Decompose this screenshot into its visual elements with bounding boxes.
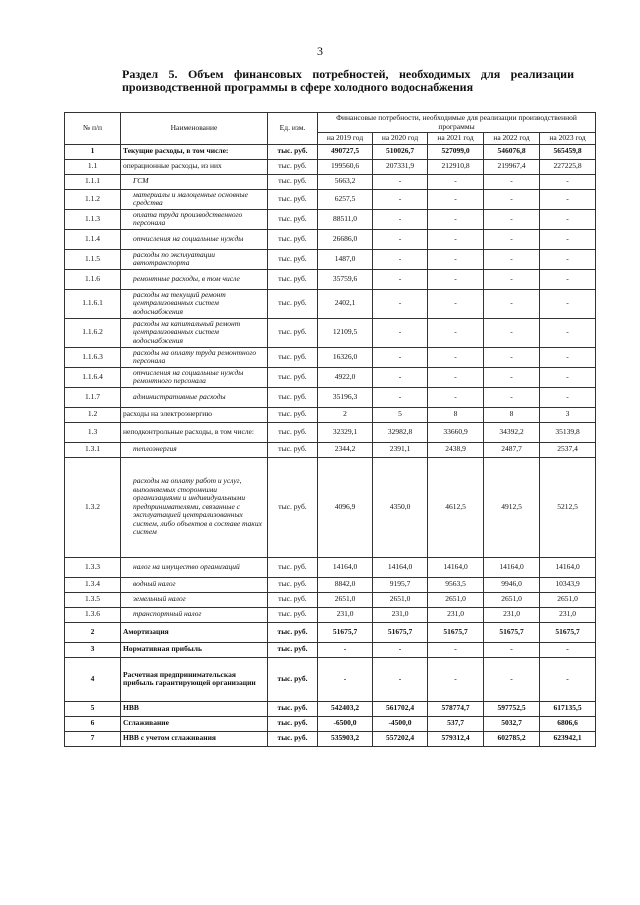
table-row (65, 407, 596, 422)
row-value: - (373, 189, 428, 209)
row-value: 5212,5 (540, 457, 596, 557)
row-value: 35139,8 (540, 422, 596, 442)
row-unit: тыс. руб. (268, 557, 318, 577)
header-unit: Ед. изм. (268, 113, 318, 145)
table-row (65, 557, 596, 577)
row-value: - (373, 209, 428, 229)
row-value: - (428, 347, 484, 367)
row-value: 51675,7 (484, 622, 540, 642)
row-value: - (540, 249, 596, 269)
row-value: 557202,4 (373, 731, 428, 746)
row-value: 623942,1 (540, 731, 596, 746)
row-value: 510026,7 (373, 144, 428, 159)
table-row (65, 622, 596, 642)
table-row (65, 422, 596, 442)
row-name: оплата труда производственного персонала (121, 209, 268, 229)
row-value: 231,0 (540, 607, 596, 622)
table-row (65, 716, 596, 731)
header-year: на 2021 год (428, 133, 484, 145)
row-number: 1.3.6 (65, 607, 121, 622)
row-unit: тыс. руб. (268, 249, 318, 269)
row-value: 2651,0 (540, 592, 596, 607)
row-value: - (373, 289, 428, 318)
row-unit: тыс. руб. (268, 442, 318, 457)
row-value: 578774,7 (428, 701, 484, 716)
row-value: - (484, 387, 540, 407)
row-value: 4096,9 (318, 457, 373, 557)
row-name: расходы на текущий ремонт централизованных систем водоснабжения (121, 289, 268, 318)
row-value: 1487,0 (318, 249, 373, 269)
row-value: 542403,2 (318, 701, 373, 716)
table-row (65, 731, 596, 746)
row-value: - (373, 347, 428, 367)
row-value: 207331,9 (373, 159, 428, 174)
row-value: - (484, 209, 540, 229)
page-number: 3 (317, 44, 323, 58)
row-name: расходы по эксплуатации автотранспорта (121, 249, 268, 269)
table-row (65, 642, 596, 657)
row-value: 617135,5 (540, 701, 596, 716)
row-name: неподконтрольные расходы, в том числе: (121, 422, 268, 442)
row-value: - (484, 289, 540, 318)
row-name: отчисления на социальные нужды ремонтного персонала (121, 367, 268, 387)
row-value: 6257,5 (318, 189, 373, 209)
row-value: 2651,0 (318, 592, 373, 607)
row-value: 2402,1 (318, 289, 373, 318)
financial-needs-table (64, 112, 596, 747)
row-value: 597752,5 (484, 701, 540, 716)
row-value: - (540, 367, 596, 387)
row-number: 1.3 (65, 422, 121, 442)
row-name: Расчетная предпринимательская прибыль гарантирующей организации (121, 657, 268, 701)
table-row (65, 442, 596, 457)
row-unit: тыс. руб. (268, 289, 318, 318)
row-value: - (484, 249, 540, 269)
table-row (65, 387, 596, 407)
table-row (65, 347, 596, 367)
row-number: 1.1.5 (65, 249, 121, 269)
header-year: на 2020 год (373, 133, 428, 145)
row-value: - (484, 367, 540, 387)
row-unit: тыс. руб. (268, 592, 318, 607)
section-heading: Раздел 5. Объем финансовых потребностей, необходимых для реализации производственной программы в сфере холодного водоснабжения (122, 67, 574, 94)
row-value: 565459,8 (540, 144, 596, 159)
row-unit: тыс. руб. (268, 318, 318, 347)
row-unit: тыс. руб. (268, 387, 318, 407)
row-value: 9195,7 (373, 577, 428, 592)
row-name: расходы на капитальный ремонт централизованных систем водоснабжения (121, 318, 268, 347)
row-value: - (484, 269, 540, 289)
row-value: 5032,7 (484, 716, 540, 731)
row-unit: тыс. руб. (268, 159, 318, 174)
row-value: 231,0 (318, 607, 373, 622)
row-number: 1.1.6.4 (65, 367, 121, 387)
row-value: 2651,0 (373, 592, 428, 607)
row-value: - (540, 347, 596, 367)
row-number: 4 (65, 657, 121, 701)
row-value: - (373, 318, 428, 347)
row-name: земельный налог (121, 592, 268, 607)
row-value: - (373, 367, 428, 387)
row-value: 2537,4 (540, 442, 596, 457)
row-value: 2651,0 (428, 592, 484, 607)
row-value: 8 (484, 407, 540, 422)
row-value: 51675,7 (318, 622, 373, 642)
row-unit: тыс. руб. (268, 189, 318, 209)
header-num: № п/п (65, 113, 121, 145)
table-row (65, 189, 596, 209)
row-number: 1.1.6.2 (65, 318, 121, 347)
row-value: 8 (428, 407, 484, 422)
row-value: - (373, 249, 428, 269)
row-value: - (484, 657, 540, 701)
row-value: 9946,0 (484, 577, 540, 592)
row-value: 5 (373, 407, 428, 422)
row-value: - (540, 318, 596, 347)
row-value: - (428, 367, 484, 387)
table-row (65, 269, 596, 289)
row-name: Сглаживание (121, 716, 268, 731)
row-value: 4612,5 (428, 457, 484, 557)
table-row (65, 174, 596, 189)
row-unit: тыс. руб. (268, 622, 318, 642)
table-row (65, 249, 596, 269)
row-value: 51675,7 (540, 622, 596, 642)
row-value: 12109,5 (318, 318, 373, 347)
row-value: - (484, 189, 540, 209)
row-value: 2651,0 (484, 592, 540, 607)
row-value: - (428, 657, 484, 701)
row-value: - (373, 269, 428, 289)
row-value: 14164,0 (484, 557, 540, 577)
row-name: расходы на оплату труда ремонтного персонала (121, 347, 268, 367)
row-unit: тыс. руб. (268, 457, 318, 557)
row-value: - (484, 642, 540, 657)
table-row (65, 229, 596, 249)
row-value: 2 (318, 407, 373, 422)
row-name: транспортный налог (121, 607, 268, 622)
row-value: - (373, 229, 428, 249)
row-value: 10343,9 (540, 577, 596, 592)
row-unit: тыс. руб. (268, 269, 318, 289)
row-number: 3 (65, 642, 121, 657)
row-name: отчисления на социальные нужды (121, 229, 268, 249)
table-row (65, 577, 596, 592)
row-value: - (540, 189, 596, 209)
row-number: 1.3.4 (65, 577, 121, 592)
row-value: 535903,2 (318, 731, 373, 746)
row-value: - (373, 657, 428, 701)
row-unit: тыс. руб. (268, 731, 318, 746)
row-value: 6806,6 (540, 716, 596, 731)
row-value: 35196,3 (318, 387, 373, 407)
row-number: 1.1 (65, 159, 121, 174)
row-number: 1.1.2 (65, 189, 121, 209)
row-value: 88511,0 (318, 209, 373, 229)
row-unit: тыс. руб. (268, 607, 318, 622)
row-value: - (540, 387, 596, 407)
row-value: 561702,4 (373, 701, 428, 716)
row-number: 1.1.1 (65, 174, 121, 189)
row-name: НВВ (121, 701, 268, 716)
row-name: налог на имущество организаций (121, 557, 268, 577)
row-number: 1.3.5 (65, 592, 121, 607)
row-value: - (540, 289, 596, 318)
row-name: материалы и малоценные основные средства (121, 189, 268, 209)
row-value: 2344,2 (318, 442, 373, 457)
row-value: 14164,0 (373, 557, 428, 577)
row-value: - (540, 209, 596, 229)
row-value: 4350,0 (373, 457, 428, 557)
row-name: водный налог (121, 577, 268, 592)
row-number: 7 (65, 731, 121, 746)
row-value: 9563,5 (428, 577, 484, 592)
row-unit: тыс. руб. (268, 229, 318, 249)
row-value: - (540, 642, 596, 657)
row-number: 1.1.4 (65, 229, 121, 249)
row-value: 16326,0 (318, 347, 373, 367)
row-value: 546076,8 (484, 144, 540, 159)
row-number: 5 (65, 701, 121, 716)
table-row (65, 318, 596, 347)
row-value: -4500,0 (373, 716, 428, 731)
row-number: 1.1.7 (65, 387, 121, 407)
row-value: - (428, 269, 484, 289)
row-name: Амортизация (121, 622, 268, 642)
row-number: 1.1.6.1 (65, 289, 121, 318)
row-value: 537,7 (428, 716, 484, 731)
row-value: - (428, 249, 484, 269)
row-value: - (428, 229, 484, 249)
row-value: 8842,0 (318, 577, 373, 592)
row-name: расходы на электроэнергию (121, 407, 268, 422)
row-number: 1 (65, 144, 121, 159)
row-value: - (540, 657, 596, 701)
row-value: - (428, 289, 484, 318)
row-value: - (373, 642, 428, 657)
row-value: - (484, 174, 540, 189)
row-unit: тыс. руб. (268, 642, 318, 657)
table-row (65, 592, 596, 607)
row-value: - (318, 657, 373, 701)
row-unit: тыс. руб. (268, 657, 318, 701)
row-value: 32982,8 (373, 422, 428, 442)
row-unit: тыс. руб. (268, 209, 318, 229)
header-name: Наименование (121, 113, 268, 145)
row-value: 2391,1 (373, 442, 428, 457)
row-unit: тыс. руб. (268, 716, 318, 731)
header-year: на 2019 год (318, 133, 373, 145)
row-number: 1.1.6 (65, 269, 121, 289)
row-value: 34392,2 (484, 422, 540, 442)
row-value: 14164,0 (428, 557, 484, 577)
row-name: расходы на оплату работ и услуг, выполняемых сторонними организациями и индивидуальными предпринимателями, связанные с эксплуатацией централизованных систем, либо объектов в составе таких систем (121, 457, 268, 557)
row-unit: тыс. руб. (268, 144, 318, 159)
row-value: - (428, 174, 484, 189)
row-value: -6500,0 (318, 716, 373, 731)
row-unit: тыс. руб. (268, 174, 318, 189)
header-year: на 2022 год (484, 133, 540, 145)
table-row (65, 159, 596, 174)
table-row (65, 701, 596, 716)
row-value: 227225,8 (540, 159, 596, 174)
row-value: 35759,6 (318, 269, 373, 289)
row-value: 212910,8 (428, 159, 484, 174)
row-value: 26686,0 (318, 229, 373, 249)
row-value: 231,0 (428, 607, 484, 622)
row-value: - (428, 642, 484, 657)
row-unit: тыс. руб. (268, 407, 318, 422)
row-value: - (318, 642, 373, 657)
table-row (65, 457, 596, 557)
row-value: 51675,7 (373, 622, 428, 642)
row-number: 1.3.1 (65, 442, 121, 457)
row-unit: тыс. руб. (268, 347, 318, 367)
row-value: - (373, 387, 428, 407)
row-number: 6 (65, 716, 121, 731)
row-name: Текущие расходы, в том числе: (121, 144, 268, 159)
row-name: административные расходы (121, 387, 268, 407)
row-value: - (428, 387, 484, 407)
row-value: 14164,0 (540, 557, 596, 577)
row-value: - (484, 347, 540, 367)
row-value: - (484, 318, 540, 347)
row-value: 490727,5 (318, 144, 373, 159)
row-value: - (428, 189, 484, 209)
table-row (65, 367, 596, 387)
row-number: 1.1.3 (65, 209, 121, 229)
row-number: 1.3.2 (65, 457, 121, 557)
row-value: 4922,0 (318, 367, 373, 387)
row-value: 32329,1 (318, 422, 373, 442)
row-value: - (540, 174, 596, 189)
row-value: 3 (540, 407, 596, 422)
table-row (65, 289, 596, 318)
row-value: 231,0 (373, 607, 428, 622)
table-row (65, 657, 596, 701)
table-row (65, 607, 596, 622)
row-name: НВВ с учетом сглаживания (121, 731, 268, 746)
table-row (65, 209, 596, 229)
row-value: - (373, 174, 428, 189)
row-name: Нормативная прибыль (121, 642, 268, 657)
row-value: 219967,4 (484, 159, 540, 174)
row-number: 1.3.3 (65, 557, 121, 577)
row-value: 33660,9 (428, 422, 484, 442)
row-value: 199560,6 (318, 159, 373, 174)
row-number: 1.1.6.3 (65, 347, 121, 367)
row-value: 579312,4 (428, 731, 484, 746)
row-name: операционные расходы, из них (121, 159, 268, 174)
row-value: - (540, 269, 596, 289)
header-needs: Финансовые потребности, необходимые для реализации производственной программы (318, 113, 596, 133)
row-value: - (484, 229, 540, 249)
row-value: 231,0 (484, 607, 540, 622)
row-value: 602785,2 (484, 731, 540, 746)
row-value: - (540, 229, 596, 249)
row-value: 5663,2 (318, 174, 373, 189)
row-unit: тыс. руб. (268, 701, 318, 716)
row-name: ГСМ (121, 174, 268, 189)
table-row (65, 144, 596, 159)
row-unit: тыс. руб. (268, 577, 318, 592)
row-unit: тыс. руб. (268, 422, 318, 442)
row-value: 51675,7 (428, 622, 484, 642)
row-value: - (428, 318, 484, 347)
row-number: 2 (65, 622, 121, 642)
row-number: 1.2 (65, 407, 121, 422)
row-value: - (428, 209, 484, 229)
header-year: на 2023 год (540, 133, 596, 145)
row-value: 14164,0 (318, 557, 373, 577)
row-value: 527099,0 (428, 144, 484, 159)
row-name: теплоэнергия (121, 442, 268, 457)
row-unit: тыс. руб. (268, 367, 318, 387)
row-value: 2487,7 (484, 442, 540, 457)
row-value: 2438,9 (428, 442, 484, 457)
row-name: ремонтные расходы, в том числе (121, 269, 268, 289)
row-value: 4912,5 (484, 457, 540, 557)
